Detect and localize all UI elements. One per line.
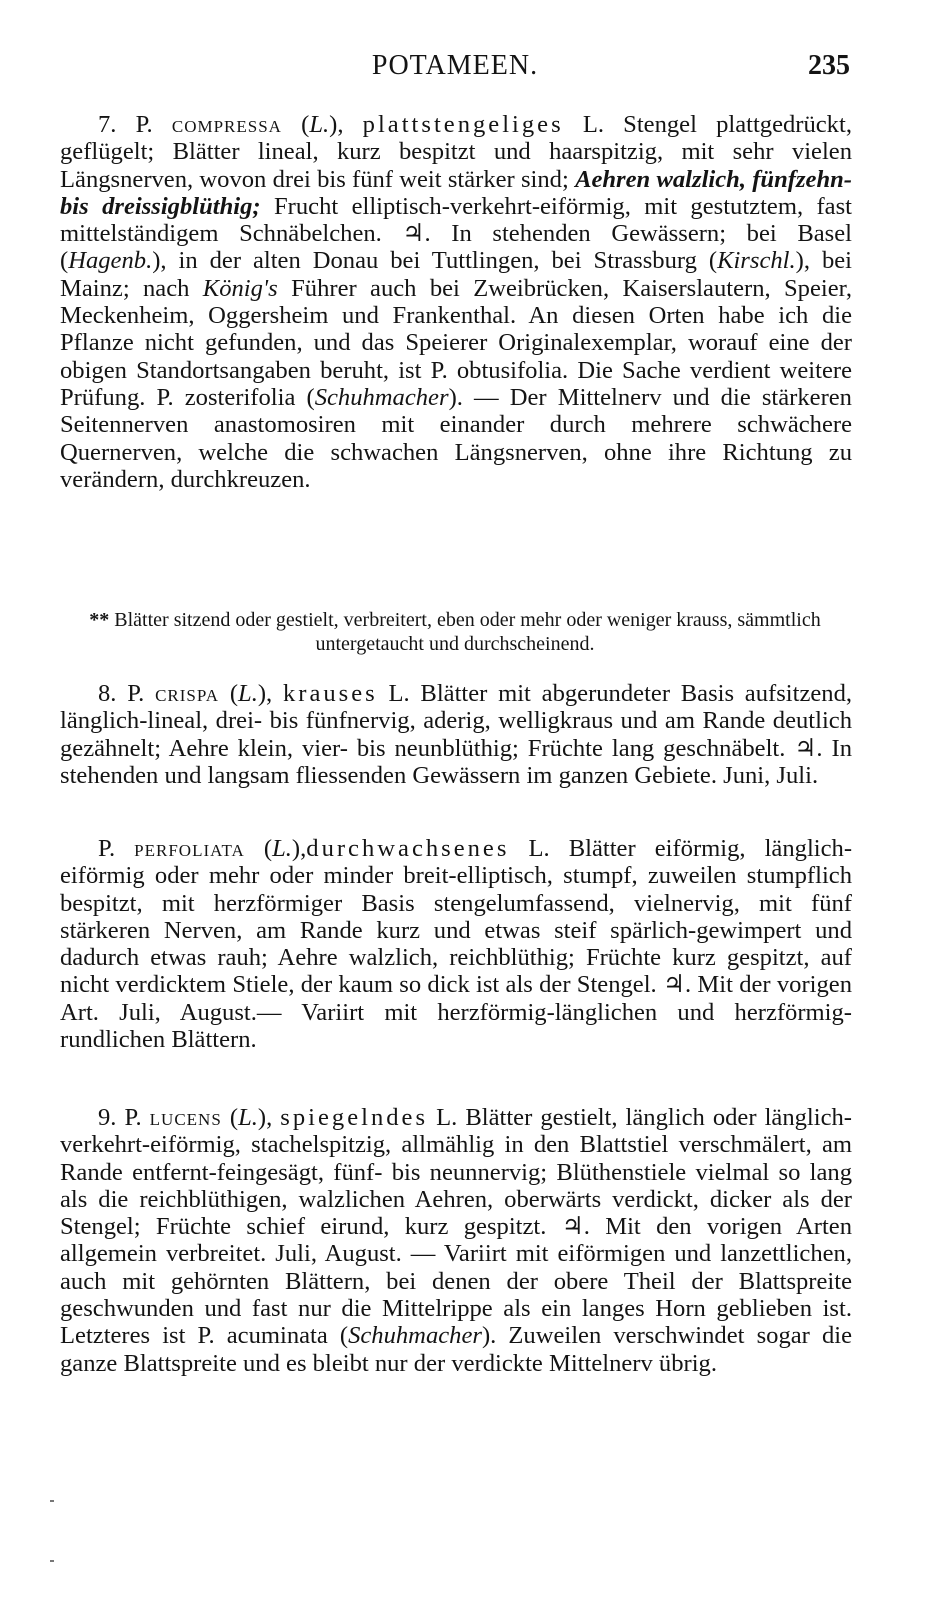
- common-name: plattstengeliges: [362, 111, 564, 138]
- species-entry-crispa: [60, 680, 852, 789]
- species-name: perfoliata: [134, 835, 245, 862]
- paren-close: ),: [291, 835, 307, 862]
- paren-close: ),: [257, 1104, 273, 1131]
- species-name: lucens: [149, 1104, 222, 1131]
- citation: Schuhmacher: [348, 1322, 482, 1350]
- running-title: POTAMEEN.: [371, 50, 539, 81]
- common-name: spiegelndes: [280, 1104, 429, 1131]
- entry-number: 8. P.: [98, 680, 145, 707]
- genus-abbr: L.: [528, 835, 550, 862]
- description: ). — Der Mittelnerv und die stärkeren Seitennerven anastomosiren mit einander durch mehrere schwächere Quernerven, welche die schwachen Längsnerven, ohne ihre Richtung zu verändern, durchkreuzen.: [60, 383, 852, 493]
- species-name: crispa: [155, 680, 220, 707]
- paren-open: (: [229, 1104, 239, 1131]
- species-entry-compressa: [60, 111, 852, 493]
- species-entry-lucens: [60, 1104, 852, 1377]
- entry-number: P.: [98, 835, 116, 862]
- common-name: krauses: [282, 680, 378, 707]
- description-italic: Aehren walzlich, fünfzehn- bis dreissigblüthig;: [60, 165, 852, 220]
- common-name: durchwachsenes: [306, 835, 510, 862]
- margin-speck: [50, 1560, 54, 1562]
- author: L.: [272, 835, 292, 862]
- page-number: 235: [808, 50, 850, 81]
- description: Blätter gestielt, länglich oder länglich-verkehrt-eiförmig, stachelspitzig, allmählig in den Blattstiel verschmälert, am Rande entfernt-feingesägt, fünf- bis neunnervig; Blüthenstiele vielmal so lang als die reichblüthigen, walzlichen Aehren, oberwärts verdickt, dicker als der Stengel; Früchte schief eirund, kurz gespitzt. ♃. Mit den vorigen Arten allgemein verbreitet. Juli, August. — Variirt mit eiförmigen und lanzettlichen, auch mit gehörnten Blättern, bei denen der obere Theil der Blattspreite geschwunden und fast nur die Mittelrippe als ein langes Horn geblieben ist. Letzteres ist P. acuminata (: [60, 1104, 852, 1350]
- species-name: compressa: [171, 111, 282, 138]
- genus-abbr: L.: [582, 111, 604, 138]
- citation: Schuhmacher: [314, 383, 449, 411]
- margin-speck: [50, 1500, 54, 1502]
- author: L.: [238, 680, 258, 707]
- note-text: Blätter sitzend oder gestielt, verbreitert, eben oder mehr oder weniger krauss, sämmtlich untergetaucht und durchscheinend.: [114, 609, 821, 655]
- description: ), in der alten Donau bei Tuttlingen, bei Strassburg (: [152, 247, 718, 275]
- author: L.: [309, 111, 330, 138]
- genus-abbr: L.: [436, 1104, 458, 1131]
- section-note: [58, 608, 852, 656]
- paren-open: (: [229, 680, 239, 707]
- description: Führer auch bei Zweibrücken, Kaiserslautern, Speier, Meckenheim, Oggersheim und Frankenthal. An diesen Orten habe ich die Pflanze nicht gefunden, und das Speierer Originalexemplar, worauf eine der obigen Standortsangaben beruht, ist P. obtusifolia. Die Sache verdient weitere Prüfung. P. zosterifolia (: [60, 274, 852, 411]
- paren-close: ),: [257, 680, 273, 707]
- description: ). Zuweilen verschwindet sogar die ganze Blattspreite und es bleibt nur der verdickte Mittelnerv übrig.: [60, 1322, 852, 1377]
- paren-close: ),: [329, 111, 344, 138]
- description: Stengel plattgedrückt, geflügelt; Blätter lineal, kurz bespitzt und haarspitzig, mit sehr vielen Längsnerven, wovon drei bis fünf weit stärker sind;: [60, 111, 852, 193]
- description: Blätter mit abgerundeter Basis aufsitzend, länglich-lineal, drei- bis fünfnervig, aderig, welligkraus und am Rande deutlich gezähnelt; Aehre klein, vier- bis neunblüthig; Früchte lang geschnäbelt. ♃. In stehenden und langsam fliessenden Gewässern im ganzen Gebiete. Juni, Juli.: [60, 680, 853, 789]
- paren-open: (: [263, 835, 273, 862]
- note-marker: **: [89, 609, 110, 631]
- citation: Kirschl.: [717, 247, 796, 275]
- description: ), bei Mainz; nach: [60, 247, 852, 302]
- citation: Hagenb.: [68, 247, 153, 275]
- description: Frucht elliptisch-verkehrt-eiförmig, mit gestutztem, fast mittelständigem Schnäbelchen. ♃. In stehenden Gewässern; bei Basel (: [60, 192, 852, 275]
- author: L.: [238, 1104, 258, 1131]
- page-header: [60, 50, 850, 90]
- species-entry-perfoliata: [60, 835, 852, 1053]
- description: Blätter eiförmig, länglich-eiförmig oder mehr oder minder breit-elliptisch, stumpf, zuweilen stumpflich bespitzt, mit herzförmiger Basis stengelumfassend, vielnervig, mit fünf stärkeren Nerven, am Rande kurz und etwas steif spärlich-gewimpert und dadurch etwas rauh; Aehre walzlich, reichblüthig; Früchte kurz gespitzt, auf nicht verdicktem Stiele, der kaum so dick ist als der Stengel. ♃. Mit der vorigen Art. Juli, August.— Variirt mit herzförmig-länglichen und herzförmig-rundlichen Blättern.: [60, 835, 853, 1054]
- entry-number: 7. P.: [98, 111, 153, 138]
- entry-number: 9. P.: [98, 1104, 142, 1131]
- paren-open: (: [301, 111, 310, 138]
- genus-abbr: L.: [388, 680, 410, 707]
- citation: König's: [202, 274, 278, 302]
